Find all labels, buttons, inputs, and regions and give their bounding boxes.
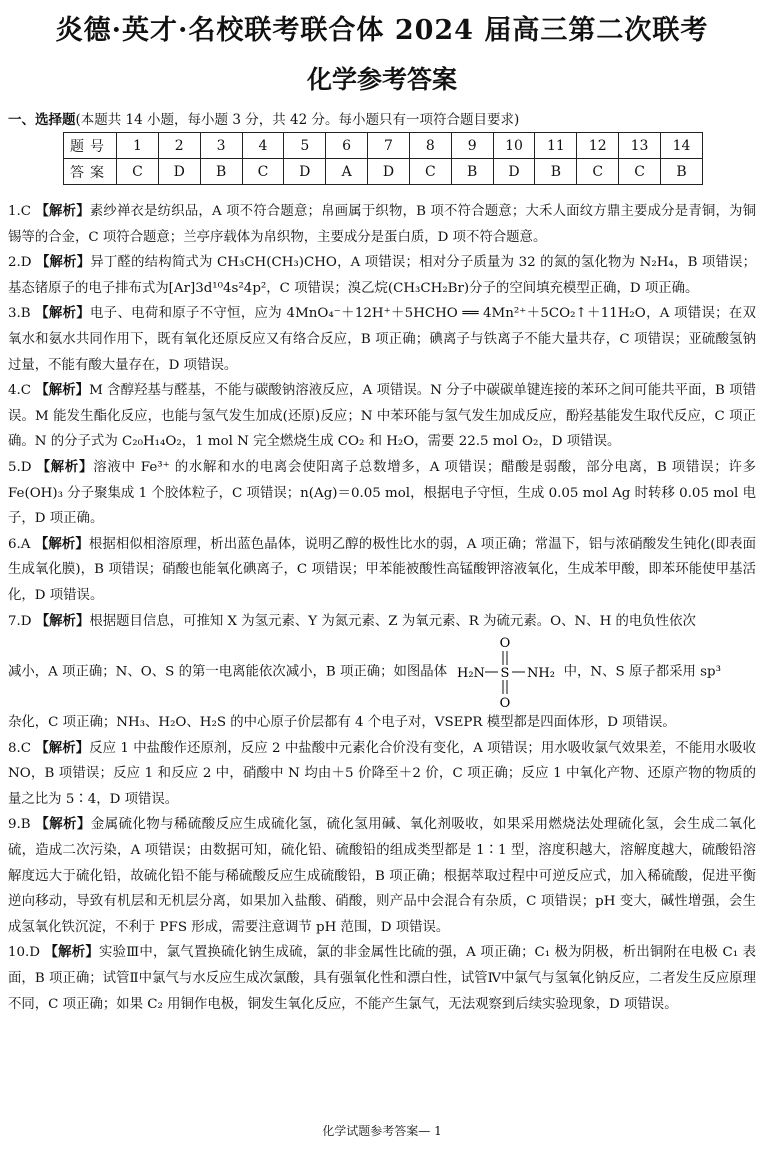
item-text: 中，N、S 原子都采用 sp³ [563, 664, 721, 680]
row-header: 答案 [64, 159, 117, 185]
question-number: 1 [117, 133, 159, 159]
struct-atom-top: O [500, 636, 511, 652]
analysis-tag: 【解析】 [34, 535, 89, 552]
item-text: 反应 1 中盐酸作还原剂，反应 2 中盐酸中元素化合价没有变化，A 项错误；用水吸收氯气效果差，不能用水吸收 NO，B 项错误；反应 1 和反应 2 中，硝酸中 N 均由＋5 价降至＋2 价，C 项正确；反应 1 中氧化产物、还原产物的物质的量之比为 5∶4，D 项错误。 [8, 740, 756, 807]
item-number: 10.D [8, 945, 41, 961]
item-number: 5.D [8, 459, 32, 475]
item-number: 8.C [8, 740, 32, 756]
item-text: 根据相似相溶原理，析出蓝色晶体，说明乙醇的极性比水的弱，A 项正确；常温下，铝与浓硝酸发生钝化(即表面生成氧化膜)，B 项错误；硝酸也能氧化碘离子，C 项错误；甲苯能被酸性高锰酸钾溶液氧化，生成苯甲酸，即苯环能使甲基活化，D 项错误。 [8, 536, 756, 603]
answer-table [63, 132, 703, 185]
analysis-tag: 【解析】 [35, 382, 90, 399]
exam-title: 炎德·英才·名校联考联合体 2024 届高三第二次联考 [55, 15, 709, 46]
question-number: 11 [535, 133, 577, 159]
answer-cell: D [158, 159, 200, 185]
item-number: 4.C [8, 383, 32, 399]
question-number-row [64, 133, 703, 159]
sulfamide-structure [455, 634, 555, 710]
item-number: 9.B [8, 817, 31, 833]
answer-cell: C [409, 159, 451, 185]
explanation-item [8, 301, 756, 378]
answer-cell: D [284, 159, 326, 185]
question-number: 9 [451, 133, 493, 159]
analysis-tag: 【解析】 [36, 458, 94, 475]
item-text: 金属硫化物与稀硫酸反应生成硫化氢，硫化氢用碱、氧化剂吸收，如果采用燃烧法处理硫化氢，会生成二氧化硫，造成二次污染，A 项错误；由数据可知，硫化铅、硫酸铅的组成类型都是 1∶1 型，溶度积越大，溶解度越大，硫酸铅溶解度远大于硫化铅，故硫化铅不能与稀硫酸反应生成硫酸铅，B 项正确；根据萃取过程中可逆反应式，加入稀硫酸，促进平衡逆向移动，导致有机层和无机层分离，如果加入盐酸、硝酸，则产品中会混合有杂质，C 项错误；pH 变大，碱性增强，会生成氢氧化铁沉淀，不利于 PFS 形成，需要注意调节 pH 范围，D 项错误。 [8, 817, 757, 935]
item-number: 7.D [8, 613, 32, 629]
question-number: 3 [200, 133, 242, 159]
analysis-tag: 【解析】 [35, 305, 91, 322]
item-number: 3.B [8, 306, 31, 322]
item-text: 实验Ⅲ中，氯气置换硫化钠生成硫，氯的非金属性比硫的强，A 项正确；C₁ 极为阴极，析出铜附在电极 C₁ 表面，B 项正确；试管Ⅱ中氯气与水反应生成次氯酸，具有强氧化性和漂白性，试管Ⅳ中氯气与氢氧化钠反应，二者发生反应原理不同，C 项正确；如果 C₂ 用铜作电极，铜发生氧化反应，不能产生氯气，无法观察到后续实验现象，D 项错误。 [8, 945, 756, 1012]
answer-cell: C [242, 159, 284, 185]
explanation-item [8, 199, 756, 250]
question-number: 14 [660, 133, 702, 159]
explanation-item [8, 532, 756, 609]
analysis-tag: 【解析】 [35, 203, 90, 219]
section-heading [8, 108, 519, 128]
question-number: 4 [242, 133, 284, 159]
struct-atom-bottom: O [500, 696, 511, 711]
item-number: 2.D [8, 255, 32, 271]
struct-atom-right: NH₂ [527, 666, 556, 682]
question-number: 10 [493, 133, 535, 159]
question-number: 6 [326, 133, 368, 159]
struct-atom-center: S [500, 666, 510, 682]
section-note: (本题共 14 小题，每小题 3 分，共 42 分。每小题只有一项符合题目要求) [75, 112, 520, 128]
question-number: 5 [284, 133, 326, 159]
explanation-item [8, 609, 756, 736]
answer-cell: A [326, 159, 368, 185]
question-number: 7 [368, 133, 410, 159]
explanation-item [8, 378, 756, 455]
question-number: 8 [409, 133, 451, 159]
item-text: 减小，A 项正确；N、O、S 的第一电离能依次减小，B 项正确；如图晶体 [8, 664, 448, 680]
item-text: 杂化，C 项正确；NH₃、H₂O、H₂S 的中心原子价层都有 4 个电子对，VSEPR 模型都是四面体形，D 项错误。 [8, 715, 676, 731]
item-text: 素纱禅衣是纺织品，A 项不符合题意；帛画属于织物，B 项不符合题意；大禾人面纹方鼎主要成分是青铜，为铜锡等的合金，C 项符合题意；兰亭序载体为帛织物，主要成分是蛋白质，D 项不符合题意。 [8, 204, 757, 245]
page-footer: 化学试题参考答案— 1 [322, 1124, 442, 1138]
explanation-item [8, 940, 756, 1017]
question-number: 2 [158, 133, 200, 159]
answer-cell: B [200, 159, 242, 185]
question-number: 13 [619, 133, 661, 159]
struct-atom-left: H₂N [457, 666, 486, 682]
item-text: M 含醇羟基与醛基，不能与碳酸钠溶液反应，A 项错误。N 分子中碳碳单键连接的苯环之间可能共平面，B 项错误。M 能发生酯化反应，也能与氢气发生加成(还原)反应；N 中苯环能与氢气发生加成反应，酚羟基能发生取代反应，C 项正确。N 的分子式为 C₂₀H₁₄O₂，1 mol N 完全燃烧生成 CO₂ 和 H₂O，需要 22.5 mol O₂，D 项错误。 [8, 383, 756, 450]
section-label: 一、选择题 [8, 112, 76, 128]
answer-cell: C [577, 159, 619, 185]
item-text: 溶液中 Fe³⁺ 的水解和水的电离会使阳离子总数增多，A 项错误；醋酸是弱酸，部分电离，B 项错误；许多 Fe(OH)₃ 分子聚集成 1 个胶体粒子，C 项错误；n(Ag)＝0.05 mol，根据电子守恒，生成 0.05 mol Ag 时转移 0.05 mol 电子，D 项正确。 [8, 459, 757, 527]
item-text: 异丁醛的结构简式为 CH₃CH(CH₃)CHO，A 项错误；相对分子质量为 32 的氮的氢化物为 N₂H₄，B 项错误；基态锗原子的电子排布式为[Ar]3d¹⁰4s²4p²，C 项错误；溴乙烷(CH₃CH₂Br)分子的空间填充模型正确，D 项正确。 [8, 255, 756, 296]
answer-title: 化学参考答案 [306, 65, 457, 94]
item-text: 根据题目信息，可推知 X 为氢元素、Y 为氮元素、Z 为氧元素、R 为硫元素。O、N、H 的电负性依次 [89, 613, 696, 629]
analysis-tag: 【解析】 [35, 816, 91, 833]
analysis-tag: 【解析】 [35, 612, 90, 629]
explanation-item [8, 455, 756, 532]
question-number: 12 [577, 133, 619, 159]
item-number: 6.A [8, 536, 31, 552]
item-number: 1.C [8, 204, 32, 219]
answer-cell: D [493, 159, 535, 185]
explanation-item [8, 736, 756, 813]
explanation-item [8, 812, 756, 940]
analysis-tag: 【解析】 [35, 739, 90, 756]
item-text: 电子、电荷和原子不守恒，应为 4MnO₄⁻＋12H⁺＋5HCHO ══ 4Mn²⁺＋5CO₂↑＋11H₂O，A 项错误；在双氧水和氨水共同作用下，既有氧化还原反应又有络合反应，B 项正确；碘离子与铁离子不能大量共存，C 项错误；亚硫酸氢钠过量，不能有酸大量存在，D 项错误。 [8, 306, 756, 373]
explanations [8, 199, 756, 1017]
answer-cell: C [117, 159, 159, 185]
answer-row [64, 159, 703, 185]
explanation-item [8, 250, 756, 301]
answer-cell: B [660, 159, 702, 185]
answer-cell: C [619, 159, 661, 185]
analysis-tag: 【解析】 [35, 254, 91, 271]
answer-cell: B [535, 159, 577, 185]
answer-cell: B [451, 159, 493, 185]
row-header: 题号 [64, 133, 117, 159]
analysis-tag: 【解析】 [44, 944, 99, 961]
answer-cell: D [368, 159, 410, 185]
